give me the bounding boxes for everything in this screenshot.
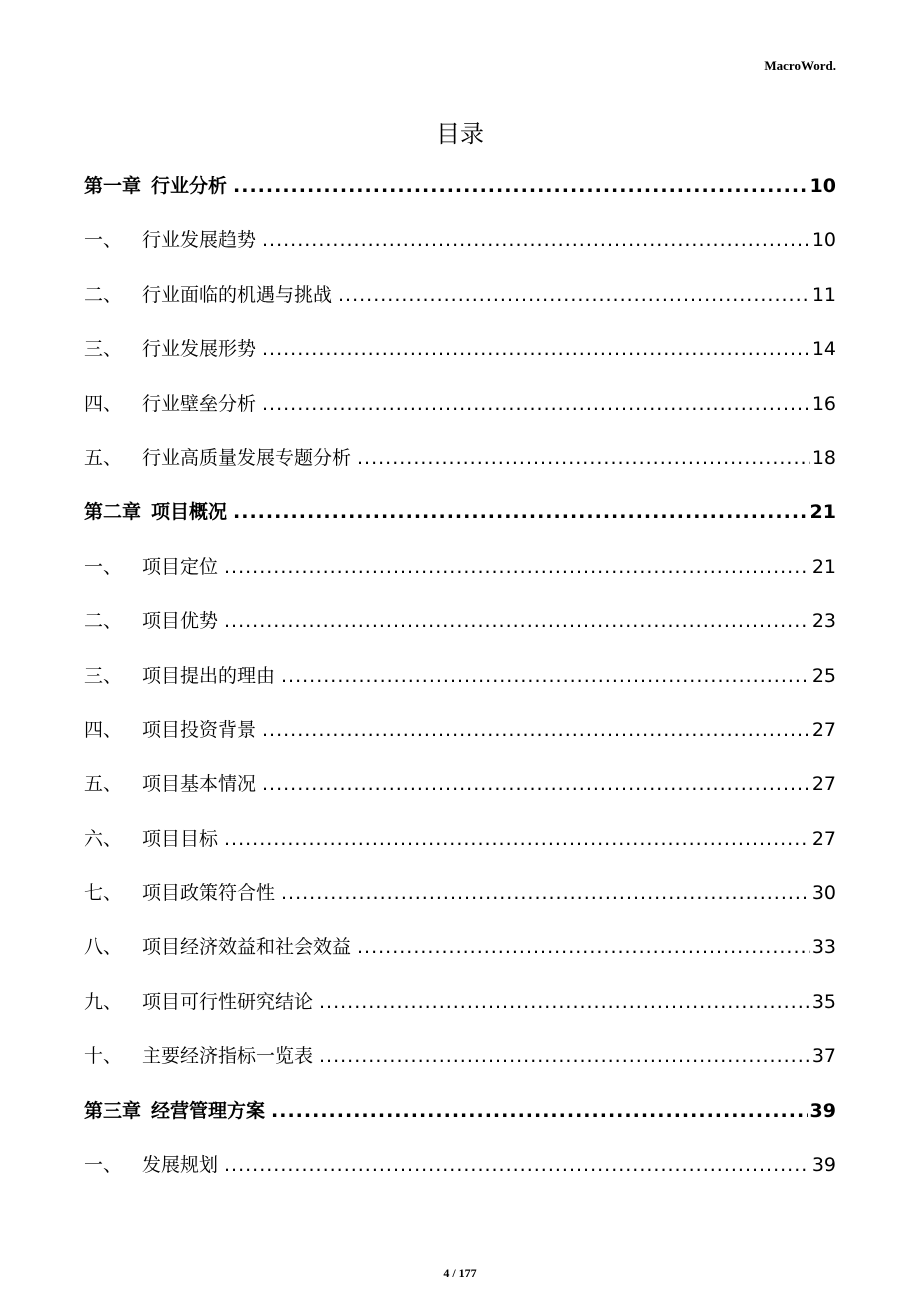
- toc-entry-label: 项目经济效益和社会效益: [142, 936, 352, 959]
- toc-entry-number: 九、: [84, 990, 123, 1013]
- toc-section-entry[interactable]: [84, 382, 836, 436]
- toc-entry-label: 项目政策符合性: [142, 882, 276, 905]
- toc-entry-label: 发展规划: [142, 1154, 219, 1177]
- toc-entry-number: 八、: [84, 936, 123, 959]
- toc-dot-leader: [224, 817, 810, 861]
- toc-entry-number: 五、: [84, 773, 123, 796]
- toc-entry-page: 16: [811, 392, 836, 415]
- toc-entry-number: 第二章: [84, 501, 142, 524]
- toc-entry-page: 10: [809, 175, 836, 197]
- toc-dot-leader: [262, 327, 810, 371]
- toc-entry-page: 27: [811, 718, 836, 741]
- toc-dot-leader: [262, 708, 810, 752]
- toc-section-entry[interactable]: [84, 980, 836, 1034]
- toc-dot-leader: [357, 925, 810, 969]
- toc-dot-leader: [319, 980, 810, 1024]
- toc-entry-label: 项目优势: [142, 610, 219, 633]
- toc-dot-leader: [224, 1143, 810, 1187]
- toc-dot-leader: [281, 654, 810, 698]
- toc-dot-leader: [233, 164, 808, 208]
- toc-entry-page: 39: [811, 1154, 836, 1177]
- toc-chapter-entry[interactable]: [84, 1089, 836, 1143]
- toc-dot-leader: [357, 436, 810, 480]
- toc-entry-page: 27: [811, 827, 836, 850]
- toc-section-entry[interactable]: [84, 436, 836, 490]
- toc-entry-number: 二、: [84, 610, 123, 633]
- toc-entry-page: 39: [809, 1099, 836, 1122]
- header-brand: MacroWord.: [764, 58, 836, 73]
- toc-entry-label: 项目可行性研究结论: [142, 990, 314, 1013]
- toc-chapter-entry[interactable]: [84, 490, 836, 544]
- toc-entry-page: 33: [811, 936, 836, 959]
- toc-dot-leader: [262, 218, 810, 262]
- toc-entry-page: 14: [811, 338, 836, 361]
- toc-section-entry[interactable]: [84, 1034, 836, 1088]
- toc-section-entry[interactable]: [84, 599, 836, 653]
- toc-entry-page: 10: [811, 229, 836, 252]
- toc-section-entry[interactable]: [84, 871, 836, 925]
- toc-dot-leader: [224, 599, 810, 643]
- toc-entry-label: 行业分析: [151, 175, 228, 197]
- toc-entry-page: 21: [811, 555, 836, 578]
- toc-entry-number: 一、: [84, 555, 123, 578]
- toc-entry-number: 二、: [84, 283, 123, 306]
- toc-entry-page: 21: [809, 501, 836, 524]
- table-of-contents: [84, 164, 836, 1197]
- toc-entry-number: 一、: [84, 229, 123, 252]
- toc-entry-number: 五、: [84, 446, 123, 469]
- toc-entry-page: 27: [811, 773, 836, 796]
- toc-entry-label: 经营管理方案: [151, 1099, 266, 1122]
- toc-entry-page: 35: [811, 990, 836, 1013]
- toc-section-entry[interactable]: [84, 762, 836, 816]
- toc-chapter-entry[interactable]: [84, 164, 836, 218]
- toc-entry-label: 行业发展趋势: [142, 229, 257, 252]
- toc-entry-page: 23: [811, 610, 836, 633]
- toc-dot-leader: [338, 273, 810, 317]
- toc-dot-leader: [233, 490, 808, 534]
- toc-entry-page: 25: [811, 664, 836, 687]
- toc-entry-number: 三、: [84, 338, 123, 361]
- toc-entry-number: 七、: [84, 882, 123, 905]
- toc-entry-number: 第三章: [84, 1099, 142, 1122]
- toc-entry-label: 主要经济指标一览表: [142, 1045, 314, 1068]
- toc-entry-label: 行业壁垒分析: [142, 392, 257, 415]
- toc-dot-leader: [319, 1034, 810, 1078]
- toc-title: 目录: [436, 120, 484, 148]
- toc-entry-number: 四、: [84, 718, 123, 741]
- toc-entry-label: 项目提出的理由: [142, 664, 276, 687]
- page-indicator: 4 / 177: [443, 1266, 477, 1280]
- toc-entry-number: 六、: [84, 827, 123, 850]
- toc-dot-leader: [262, 382, 810, 426]
- toc-entry-page: 11: [811, 283, 836, 306]
- toc-entry-number: 四、: [84, 392, 123, 415]
- toc-entry-number: 第一章: [84, 175, 142, 197]
- toc-entry-page: 30: [811, 882, 836, 905]
- toc-section-entry[interactable]: [84, 273, 836, 327]
- toc-entry-number: 十、: [84, 1045, 123, 1068]
- toc-entry-label: 项目投资背景: [142, 718, 257, 741]
- toc-entry-label: 项目基本情况: [142, 773, 257, 796]
- toc-entry-number: 三、: [84, 664, 123, 687]
- toc-entry-label: 项目目标: [142, 827, 219, 850]
- toc-entry-label: 行业面临的机遇与挑战: [142, 283, 333, 306]
- toc-dot-leader: [271, 1089, 808, 1133]
- toc-section-entry[interactable]: [84, 327, 836, 381]
- toc-dot-leader: [281, 871, 810, 915]
- toc-dot-leader: [262, 762, 810, 806]
- toc-section-entry[interactable]: [84, 1143, 836, 1197]
- toc-section-entry[interactable]: [84, 545, 836, 599]
- toc-entry-number: 一、: [84, 1154, 123, 1177]
- toc-entry-page: 18: [811, 446, 836, 469]
- toc-entry-label: 行业发展形势: [142, 338, 257, 361]
- toc-dot-leader: [224, 545, 810, 589]
- toc-section-entry[interactable]: [84, 218, 836, 272]
- toc-section-entry[interactable]: [84, 654, 836, 708]
- toc-section-entry[interactable]: [84, 817, 836, 871]
- toc-entry-label: 行业高质量发展专题分析: [142, 446, 352, 469]
- toc-section-entry[interactable]: [84, 925, 836, 979]
- toc-section-entry[interactable]: [84, 708, 836, 762]
- toc-entry-label: 项目概况: [151, 501, 228, 524]
- toc-entry-label: 项目定位: [142, 555, 219, 578]
- toc-entry-page: 37: [811, 1045, 836, 1068]
